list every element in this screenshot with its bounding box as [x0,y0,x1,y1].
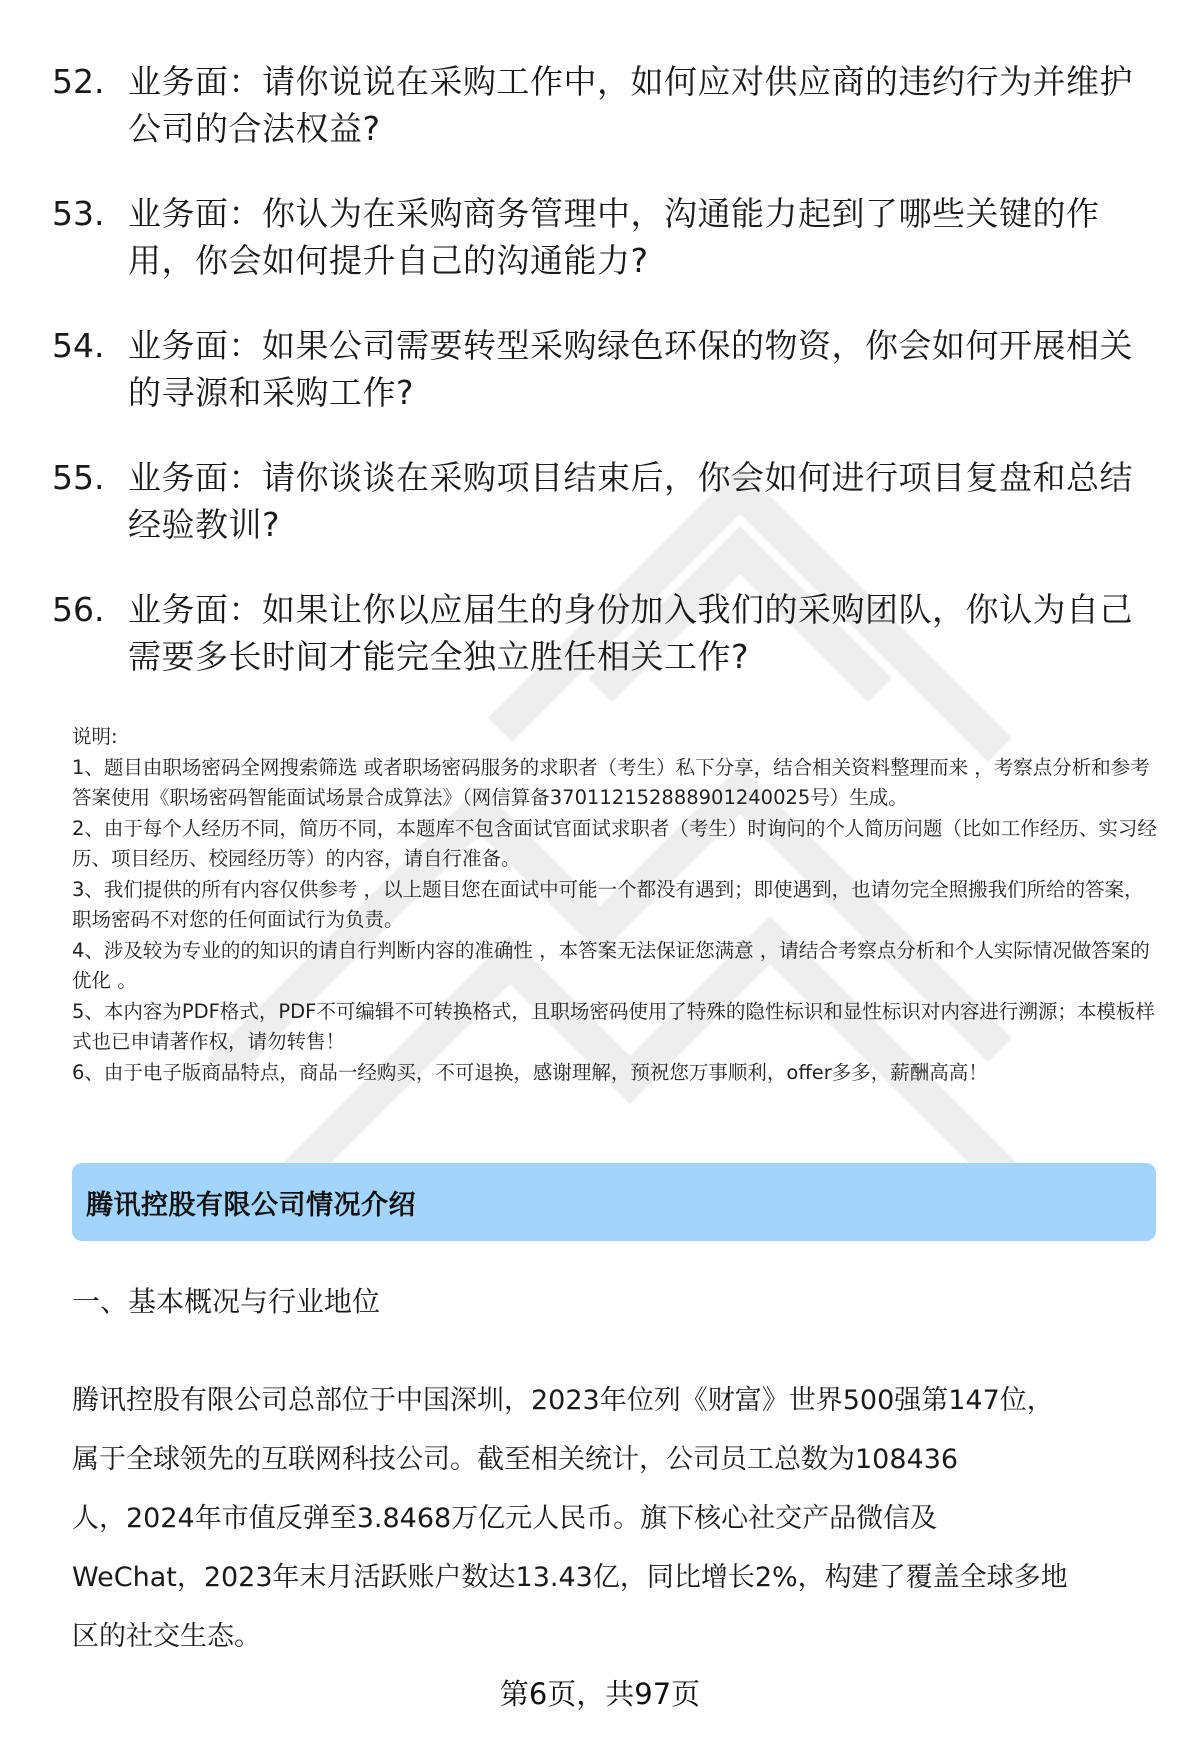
question-item [52,190,1162,284]
question-number: 56. [52,590,105,629]
paragraph-line: 腾讯控股有限公司总部位于中国深圳，2023年位列《财富》世界500强第147位， [72,1385,1054,1416]
question-item [52,58,1162,152]
question-number: 55. [52,458,105,497]
section-heading: 一、基本概况与行业地位 [72,1285,381,1318]
note-item: 5、本内容为PDF格式，PDF不可编辑不可转换格式，且职场密码使用了特殊的隐性标识和显性标识对内容进行溯源；本模板样式也已申请著作权，请勿转售！ [72,999,1155,1053]
company-section-banner [72,1163,1156,1241]
question-item [52,322,1162,416]
paragraph-line: 属于全球领先的互联网科技公司。截至相关统计，公司员工总数为108436 [72,1444,959,1475]
notes-title: 说明: [72,725,118,748]
notes-section [72,722,1162,1088]
question-text: 业务面：请你说说在采购工作中，如何应对供应商的违约行为并维护公司的合法权益? [128,62,1133,148]
question-number: 52. [52,62,105,101]
paragraph-line: 人，2024年市值反弹至3.8468万亿元人民币。旗下核心社交产品微信及 [72,1503,938,1534]
question-item [52,454,1162,548]
question-text: 业务面：如果让你以应届生的身份加入我们的采购团队，你认为自己需要多长时间才能完全独立胜任相关工作? [128,590,1133,676]
question-item [52,586,1162,680]
note-item: 4、涉及较为专业的的知识的请自行判断内容的准确性 ，本答案无法保证您满意 ，请结合考察点分析和个人实际情况做答案的优化 。 [72,938,1150,992]
question-text: 业务面：你认为在采购商务管理中，沟通能力起到了哪些关键的作用，你会如何提升自己的沟通能力? [128,194,1100,280]
question-number: 54. [52,326,105,365]
note-item: 3、我们提供的所有内容仅供参考 ，以上题目您在面试中可能一个都没有遇到；即使遇到，也请勿完全照搬我们所给的答案，职场密码不对您的任何面试行为负责。 [72,877,1144,931]
note-item: 1、题目由职场密码全网搜索筛选 或者职场密码服务的求职者（考生）私下分享，结合相关资料整理而来 ，考察点分析和参考答案使用《职场密码智能面试场景合成算法》（网信算备370112152888901240025号）生成。 [72,755,1150,809]
company-overview-paragraph [72,1371,1167,1666]
note-item: 6、由于电子版商品特点，商品一经购买，不可退换，感谢理解，预祝您万事顺利，offer多多，薪酬高高！ [72,1060,988,1084]
question-text: 业务面：请你谈谈在采购项目结束后，你会如何进行项目复盘和总结经验教训? [128,458,1133,544]
question-list [52,58,1162,718]
note-item: 2、由于每个人经历不同，简历不同，本题库不包含面试官面试求职者（考生）时询问的个人简历问题（比如工作经历、实习经历、项目经历、校园经历等）的内容，请自行准备。 [72,816,1157,870]
question-number: 53. [52,194,105,233]
banner-title: 腾讯控股有限公司情况介绍 [86,1189,416,1221]
paragraph-line: WeChat，2023年末月活跃账户数达13.43亿，同比增长2%，构建了覆盖全球多地 [72,1562,1068,1593]
question-text: 业务面：如果公司需要转型采购绿色环保的物资，你会如何开展相关的寻源和采购工作? [128,326,1133,412]
paragraph-line: 区的社交生态。 [72,1621,261,1652]
page-number-footer: 第6页，共97页 [499,1677,701,1711]
